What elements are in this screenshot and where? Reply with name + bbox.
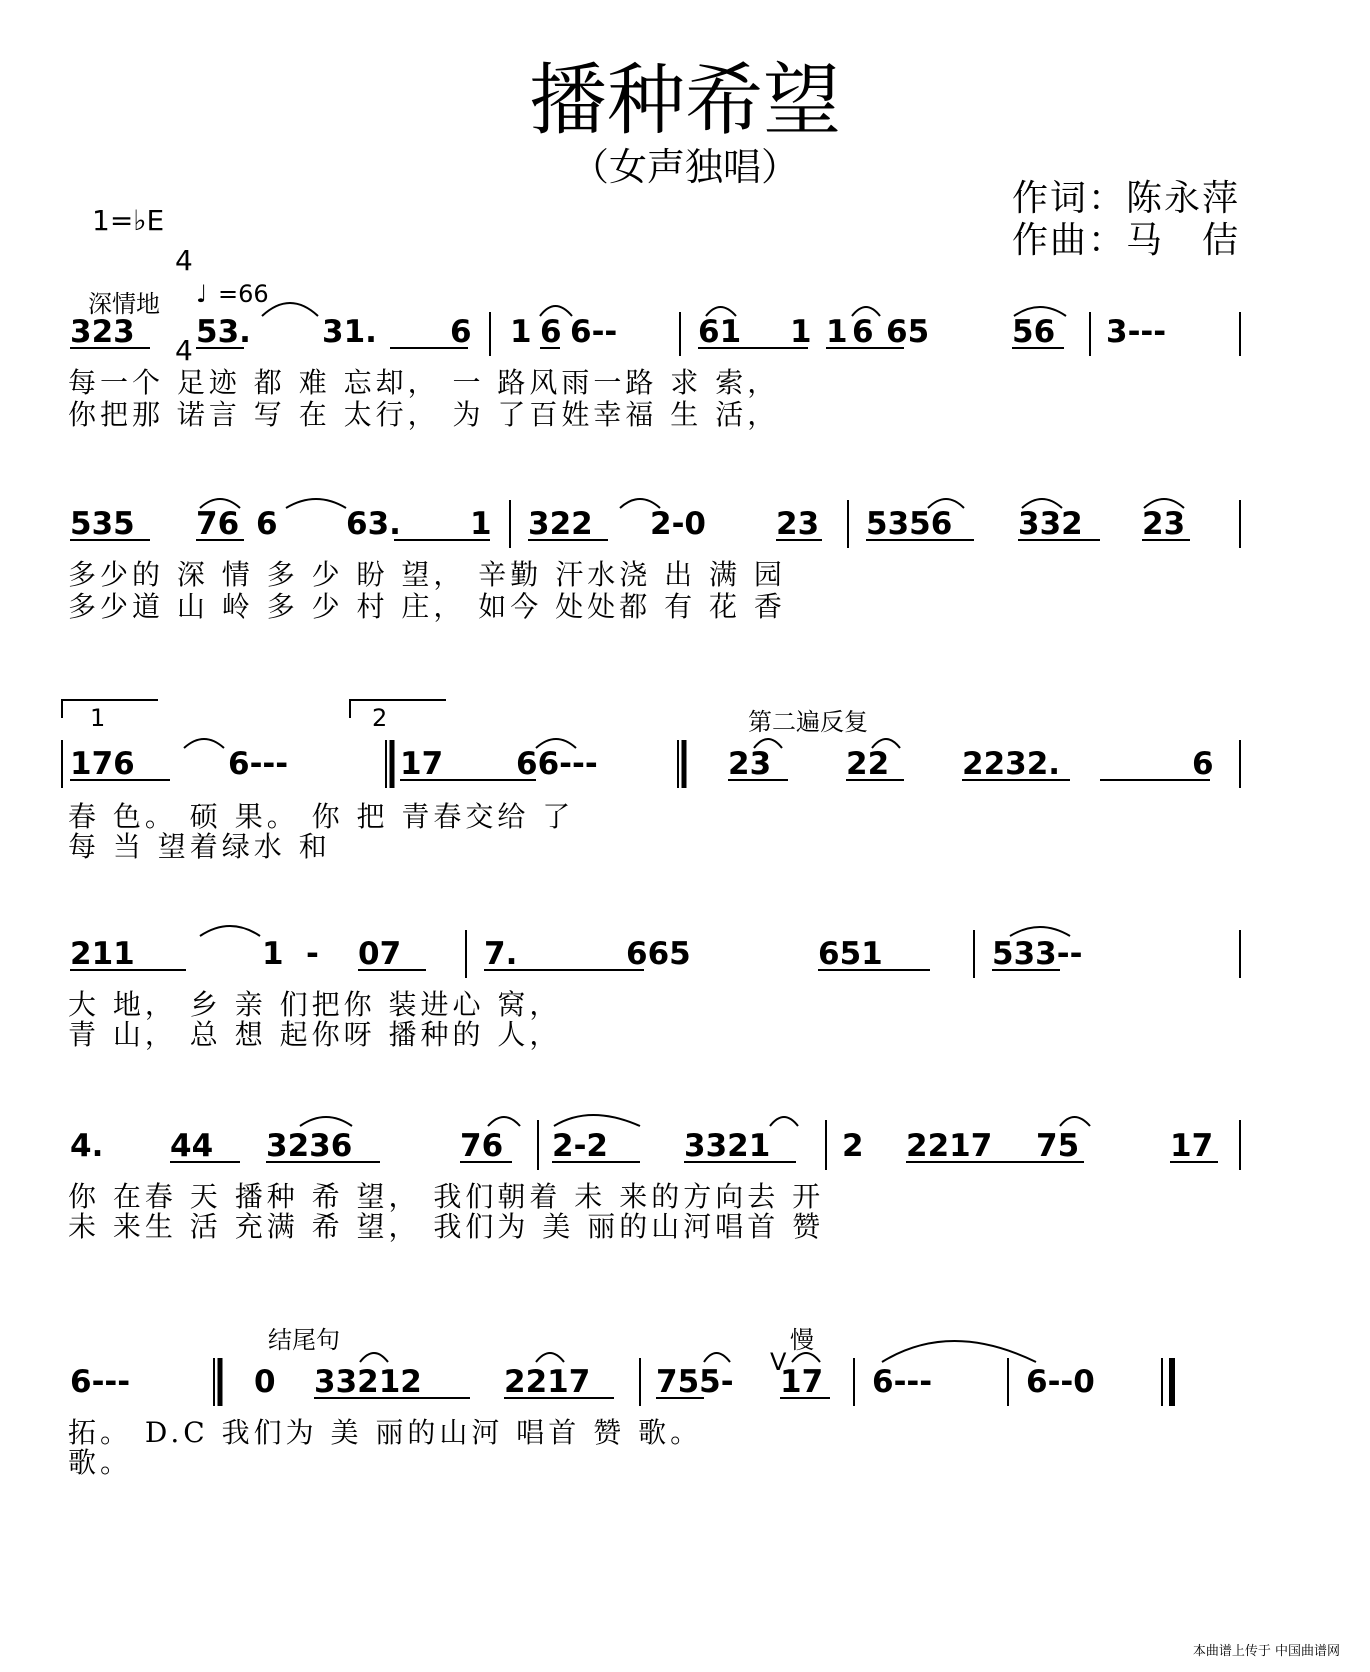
note-group: 323 — [70, 314, 135, 350]
note-group: 23 — [1142, 506, 1186, 542]
note-group: 6--- — [872, 1364, 933, 1400]
lyric-line: 多少的 深 情 多 少 盼 望， 辛勤 汗水浇 出 满 园 — [68, 558, 786, 591]
note-group: 535 — [70, 506, 135, 542]
lyricist-credit: 作词：陈永萍 — [1011, 178, 1240, 219]
note-group: 7. — [484, 936, 518, 972]
time-signature-bottom: 4 — [175, 334, 193, 367]
note-group: 2-2 — [552, 1128, 609, 1164]
repeat-note: 第二遍反复 — [748, 708, 868, 736]
note-group: 6 — [1192, 746, 1214, 782]
note-group: 176 — [70, 746, 135, 782]
quarter-note-icon: ♩ — [196, 280, 208, 308]
note-group: 6-- — [570, 314, 618, 350]
note-group: 17 — [400, 746, 444, 782]
note-group: 31. — [322, 314, 377, 350]
song-subtitle: （女声独唱） — [570, 145, 799, 189]
note-group: 211 — [70, 936, 135, 972]
note-group: 6 — [540, 314, 562, 350]
composer-credit: 作曲：马 佶 — [1011, 220, 1240, 261]
note-group: 665 — [626, 936, 691, 972]
note-group: 63. — [346, 506, 401, 542]
lyric-line: 多少道 山 岭 多 少 村 庄， 如今 处处都 有 花 香 — [68, 590, 786, 623]
note-group: 2217 — [906, 1128, 993, 1164]
note-group: 3--- — [1106, 314, 1167, 350]
system-5 — [68, 1128, 1213, 1243]
note-group: 1 — [826, 314, 848, 350]
note-group: 07 — [358, 936, 402, 972]
note-group: 6 — [852, 314, 874, 350]
lyric-line: 每一个 足迹 都 难 忘却， 一 路风雨一路 求 索， — [68, 366, 780, 399]
note-group: 17 — [1170, 1128, 1214, 1164]
lyric-line: 你 在春 天 播种 希 望， 我们朝着 未 来的方向去 开 — [68, 1180, 825, 1213]
note-group: 6--0 — [1026, 1364, 1095, 1400]
note-group: 533-- — [992, 936, 1083, 972]
note-group: 2217 — [504, 1364, 591, 1400]
note-group: 332 — [1018, 506, 1083, 542]
volta-2-label: 2 — [372, 704, 388, 732]
system-3 — [68, 746, 1214, 863]
lyric-line: 每 当 望着绿水 和 — [68, 830, 331, 863]
note-group: 75 — [1036, 1128, 1080, 1164]
note-group: 33212 — [314, 1364, 422, 1400]
volta-brackets — [62, 700, 446, 718]
note-group: 2232. — [962, 746, 1061, 782]
lyric-line: 未 来生 活 充满 希 望， 我们为 美 丽的山河唱首 赞 — [68, 1210, 825, 1243]
note-group: 56 — [1012, 314, 1056, 350]
note-group: 3321 — [684, 1128, 771, 1164]
key-signature: 1=♭E — [92, 204, 165, 237]
note-group: 2-0 — [650, 506, 707, 542]
footer-credit: 本曲谱上传于 中国曲谱网 — [1192, 1644, 1340, 1659]
note-group: 23 — [776, 506, 820, 542]
lyric-line: 你把那 诺言 写 在 太行， 为 了百姓幸福 生 活， — [68, 398, 780, 431]
time-signature-top: 4 — [175, 244, 193, 277]
lyric-line: 春 色。 硕 果。 你 把 青春交给 了 — [68, 800, 575, 833]
tempo-marking: =66 — [218, 280, 269, 308]
note-group: 61 — [698, 314, 742, 350]
volta-1-label: 1 — [90, 704, 106, 732]
note-group: - — [306, 936, 319, 972]
note-group: 65 — [886, 314, 930, 350]
note-group: 6 — [450, 314, 472, 350]
note-group: 23 — [728, 746, 772, 782]
note-group: 4. — [70, 1128, 104, 1164]
breath-mark: V — [770, 1348, 787, 1376]
note-group: 651 — [818, 936, 883, 972]
note-group: 6--- — [70, 1364, 131, 1400]
lyric-line: 歌。 — [68, 1446, 133, 1479]
lyric-line: 大 地， 乡 亲 们把你 装进心 窝， — [68, 988, 562, 1021]
ending-note: 结尾句 — [268, 1326, 340, 1354]
slow-note: 慢 — [790, 1326, 814, 1354]
note-group: 322 — [528, 506, 593, 542]
system-4 — [68, 936, 1082, 1051]
note-group: 66--- — [516, 746, 598, 782]
note-group: 1 — [790, 314, 812, 350]
note-group: 1 — [470, 506, 492, 542]
expression-marking: 深情地 — [88, 290, 160, 318]
song-title: 播种希望 — [528, 56, 841, 146]
note-group: 0 — [254, 1364, 276, 1400]
note-group: 44 — [170, 1128, 214, 1164]
note-group: 76 — [460, 1128, 504, 1164]
lyric-line: 青 山， 总 想 起你呀 播种的 人， — [68, 1018, 562, 1051]
note-group: 5356 — [866, 506, 953, 542]
note-group: 1 — [510, 314, 532, 350]
note-group: 17 — [780, 1364, 824, 1400]
note-group: 1 — [262, 936, 284, 972]
lyric-line: 拓。 D.C 我们为 美 丽的山河 唱首 赞 歌。 — [68, 1416, 703, 1449]
note-group: 2 — [842, 1128, 864, 1164]
system-2 — [68, 506, 1185, 623]
note-group: 22 — [846, 746, 890, 782]
note-group: 53. — [196, 314, 251, 350]
note-group: 76 — [196, 506, 240, 542]
note-group: 6--- — [228, 746, 289, 782]
note-group: 3236 — [266, 1128, 353, 1164]
note-group: 755- — [656, 1364, 734, 1400]
system-1 — [68, 314, 1166, 431]
note-group: 6 — [256, 506, 278, 542]
